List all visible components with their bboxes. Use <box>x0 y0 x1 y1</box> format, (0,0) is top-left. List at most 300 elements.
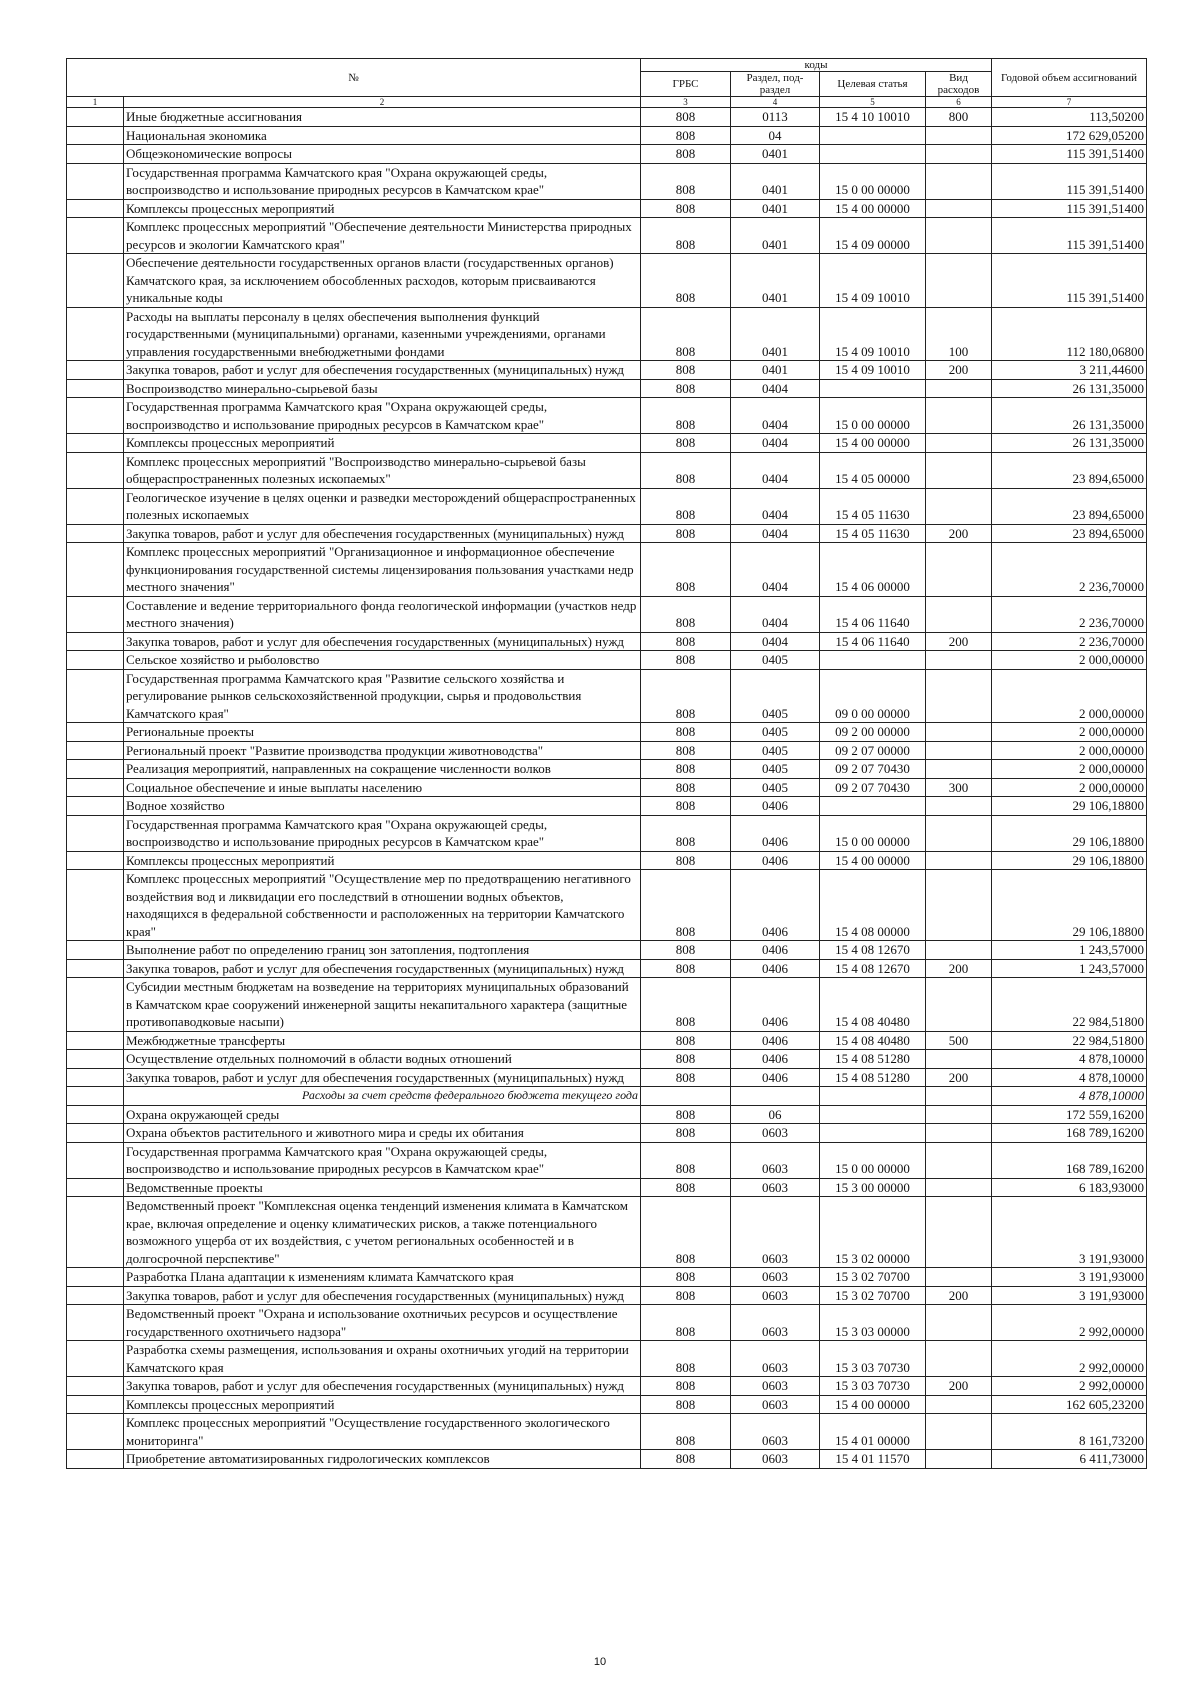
row-section-cell: 0404 <box>731 524 820 543</box>
row-exptype-cell <box>926 815 992 851</box>
table-row <box>67 1305 1147 1341</box>
table-row <box>67 379 1147 398</box>
row-exptype-cell <box>926 254 992 308</box>
row-grbs-cell: 808 <box>641 307 731 361</box>
row-num-cell <box>67 959 124 978</box>
row-section-cell: 0405 <box>731 669 820 723</box>
table-row <box>67 488 1147 524</box>
row-name-cell: Общеэкономические вопросы <box>124 145 641 164</box>
row-amount-cell: 29 106,18800 <box>992 815 1147 851</box>
row-target-cell: 15 3 00 00000 <box>820 1178 926 1197</box>
colnum-3: 3 <box>641 97 731 108</box>
row-amount-cell: 113,50200 <box>992 108 1147 127</box>
row-amount-cell: 3 191,93000 <box>992 1197 1147 1268</box>
row-amount-cell: 115 391,51400 <box>992 163 1147 199</box>
row-num-cell <box>67 398 124 434</box>
row-name-cell: Ведомственные проекты <box>124 1178 641 1197</box>
table-row <box>67 870 1147 941</box>
table-row <box>67 1377 1147 1396</box>
row-num-cell <box>67 1142 124 1178</box>
row-name-cell: Комплекс процессных мероприятий "Осуществление государственного экологического мониторинга" <box>124 1414 641 1450</box>
row-amount-cell: 4 878,10000 <box>992 1050 1147 1069</box>
row-target-cell: 15 4 00 00000 <box>820 1395 926 1414</box>
row-num-cell <box>67 941 124 960</box>
row-grbs-cell: 808 <box>641 941 731 960</box>
row-amount-cell: 168 789,16200 <box>992 1142 1147 1178</box>
row-section-cell: 0401 <box>731 163 820 199</box>
row-grbs-cell: 808 <box>641 596 731 632</box>
row-name-cell: Ведомственный проект "Охрана и использование охотничьих ресурсов и осуществление государственного охотничьего надзора" <box>124 1305 641 1341</box>
row-name-cell: Закупка товаров, работ и услуг для обеспечения государственных (муниципальных) нужд <box>124 1068 641 1087</box>
row-target-cell: 09 2 07 00000 <box>820 741 926 760</box>
row-section-cell: 0404 <box>731 434 820 453</box>
table-row <box>67 361 1147 380</box>
row-num-cell <box>67 1178 124 1197</box>
row-grbs-cell: 808 <box>641 632 731 651</box>
row-target-cell: 15 0 00 00000 <box>820 815 926 851</box>
row-section-cell: 0406 <box>731 1068 820 1087</box>
row-grbs-cell: 808 <box>641 870 731 941</box>
row-section-cell: 0405 <box>731 741 820 760</box>
row-target-cell: 15 4 08 40480 <box>820 1031 926 1050</box>
row-grbs-cell: 808 <box>641 1178 731 1197</box>
row-amount-cell: 115 391,51400 <box>992 254 1147 308</box>
row-section-cell: 0401 <box>731 254 820 308</box>
row-exptype-cell <box>926 145 992 164</box>
table-row <box>67 254 1147 308</box>
row-section-cell: 0603 <box>731 1124 820 1143</box>
table-row <box>67 669 1147 723</box>
row-target-cell: 15 4 08 12670 <box>820 941 926 960</box>
row-section-cell: 0603 <box>731 1450 820 1469</box>
row-name-cell: Водное хозяйство <box>124 797 641 816</box>
row-exptype-cell <box>926 1178 992 1197</box>
row-amount-cell: 115 391,51400 <box>992 199 1147 218</box>
row-num-cell <box>67 1087 124 1106</box>
row-amount-cell: 2 236,70000 <box>992 596 1147 632</box>
row-num-cell <box>67 870 124 941</box>
row-target-cell: 15 4 00 00000 <box>820 851 926 870</box>
row-name-cell: Закупка товаров, работ и услуг для обеспечения государственных (муниципальных) нужд <box>124 361 641 380</box>
colnum-4: 4 <box>731 97 820 108</box>
row-grbs-cell: 808 <box>641 218 731 254</box>
row-num-cell <box>67 651 124 670</box>
row-amount-cell: 26 131,35000 <box>992 379 1147 398</box>
row-num-cell <box>67 218 124 254</box>
row-target-cell: 15 4 01 00000 <box>820 1414 926 1450</box>
row-amount-cell: 2 992,00000 <box>992 1305 1147 1341</box>
row-name-cell: Осуществление отдельных полномочий в области водных отношений <box>124 1050 641 1069</box>
row-name-cell: Государственная программа Камчатского края "Охрана окружающей среды, воспроизводство и использование природных ресурсов в Камчатском крае" <box>124 398 641 434</box>
row-num-cell <box>67 1305 124 1341</box>
row-exptype-cell <box>926 1197 992 1268</box>
row-grbs-cell: 808 <box>641 978 731 1032</box>
row-name-cell: Реализация мероприятий, направленных на сокращение численности волков <box>124 760 641 779</box>
header-amount: Годовой объем ассигнований <box>992 59 1147 97</box>
row-num-cell <box>67 163 124 199</box>
table-header <box>67 59 1147 108</box>
table-row <box>67 1068 1147 1087</box>
table-row <box>67 1031 1147 1050</box>
row-section-cell: 0603 <box>731 1178 820 1197</box>
row-exptype-cell: 200 <box>926 361 992 380</box>
table-row <box>67 524 1147 543</box>
row-exptype-cell <box>926 452 992 488</box>
table-row <box>67 1087 1147 1106</box>
row-amount-cell: 2 000,00000 <box>992 669 1147 723</box>
row-name-cell: Комплекс процессных мероприятий "Осуществление мер по предотвращению негативного воздействия вод и ликвидации его последствий в отношении водных объектов, находящихся в федеральной собственности и расположенных на территории Камчатского края" <box>124 870 641 941</box>
row-name-cell: Воспроизводство минерально-сырьевой базы <box>124 379 641 398</box>
row-target-cell: 15 4 09 10010 <box>820 307 926 361</box>
header-exptype: Вид расходов <box>926 72 992 97</box>
table-row <box>67 632 1147 651</box>
row-exptype-cell <box>926 218 992 254</box>
row-grbs-cell: 808 <box>641 488 731 524</box>
row-grbs-cell: 808 <box>641 254 731 308</box>
row-exptype-cell <box>926 978 992 1032</box>
row-amount-cell: 22 984,51800 <box>992 978 1147 1032</box>
row-section-cell: 0406 <box>731 941 820 960</box>
row-target-cell <box>820 145 926 164</box>
row-name-cell: Закупка товаров, работ и услуг для обеспечения государственных (муниципальных) нужд <box>124 959 641 978</box>
row-section-cell: 0405 <box>731 651 820 670</box>
row-grbs-cell: 808 <box>641 1105 731 1124</box>
row-section-cell: 04 <box>731 126 820 145</box>
row-target-cell: 15 3 02 70700 <box>820 1268 926 1287</box>
row-section-cell: 0406 <box>731 1050 820 1069</box>
row-exptype-cell <box>926 126 992 145</box>
row-name-cell: Социальное обеспечение и иные выплаты населению <box>124 778 641 797</box>
row-target-cell: 09 0 00 00000 <box>820 669 926 723</box>
row-grbs-cell: 808 <box>641 1450 731 1469</box>
row-target-cell <box>820 797 926 816</box>
row-grbs-cell <box>641 1087 731 1106</box>
row-exptype-cell <box>926 741 992 760</box>
row-name-cell: Комплекс процессных мероприятий "Обеспечение деятельности Министерства природных ресурсов и экологии Камчатского края" <box>124 218 641 254</box>
table-row <box>67 307 1147 361</box>
row-section-cell: 0405 <box>731 723 820 742</box>
row-section-cell: 0401 <box>731 307 820 361</box>
row-num-cell <box>67 632 124 651</box>
row-target-cell: 15 4 06 11640 <box>820 596 926 632</box>
row-exptype-cell <box>926 1395 992 1414</box>
row-num-cell <box>67 1395 124 1414</box>
table-row <box>67 978 1147 1032</box>
row-section-cell: 0406 <box>731 851 820 870</box>
row-exptype-cell <box>926 163 992 199</box>
row-exptype-cell <box>926 1414 992 1450</box>
row-name-cell: Закупка товаров, работ и услуг для обеспечения государственных (муниципальных) нужд <box>124 632 641 651</box>
row-section-cell: 0401 <box>731 199 820 218</box>
row-grbs-cell: 808 <box>641 1068 731 1087</box>
row-name-cell: Комплексы процессных мероприятий <box>124 199 641 218</box>
table-row <box>67 760 1147 779</box>
header-num: № <box>67 59 641 97</box>
row-exptype-cell <box>926 1050 992 1069</box>
row-section-cell: 0406 <box>731 797 820 816</box>
row-grbs-cell: 808 <box>641 1377 731 1396</box>
table-row <box>67 596 1147 632</box>
row-amount-cell: 23 894,65000 <box>992 524 1147 543</box>
row-target-cell: 15 3 02 00000 <box>820 1197 926 1268</box>
row-name-cell: Комплекс процессных мероприятий "Организационное и информационное обеспечение функционирования государственной системы лицензирования пользования участками недр местного значения" <box>124 543 641 597</box>
row-target-cell: 15 4 00 00000 <box>820 199 926 218</box>
budget-table-sheet <box>66 58 1146 1469</box>
row-amount-cell: 2 000,00000 <box>992 651 1147 670</box>
row-exptype-cell <box>926 543 992 597</box>
row-section-cell: 0404 <box>731 543 820 597</box>
row-section-cell: 0401 <box>731 361 820 380</box>
row-grbs-cell: 808 <box>641 1341 731 1377</box>
row-exptype-cell <box>926 596 992 632</box>
row-amount-cell: 23 894,65000 <box>992 452 1147 488</box>
row-num-cell <box>67 524 124 543</box>
row-name-cell: Обеспечение деятельности государственных органов власти (государственных органов) Камчатского края, за исключением обособленных расходов, которым присваиваются уникальные коды <box>124 254 641 308</box>
row-amount-cell: 29 106,18800 <box>992 797 1147 816</box>
row-grbs-cell: 808 <box>641 797 731 816</box>
row-amount-cell: 2 000,00000 <box>992 778 1147 797</box>
row-amount-cell: 29 106,18800 <box>992 851 1147 870</box>
row-num-cell <box>67 254 124 308</box>
row-name-cell: Субсидии местным бюджетам на возведение на территориях муниципальных образований в Камчатском крае сооружений инженерной защиты некапитального характера (защитные противопаводковые насыпи) <box>124 978 641 1032</box>
row-target-cell <box>820 1124 926 1143</box>
row-amount-cell: 26 131,35000 <box>992 434 1147 453</box>
row-name-cell: Охрана окружающей среды <box>124 1105 641 1124</box>
table-row <box>67 815 1147 851</box>
row-target-cell: 15 4 05 11630 <box>820 524 926 543</box>
row-name-cell: Закупка товаров, работ и услуг для обеспечения государственных (муниципальных) нужд <box>124 524 641 543</box>
row-target-cell: 09 2 07 70430 <box>820 760 926 779</box>
header-codes: коды <box>641 59 992 72</box>
row-section-cell: 0603 <box>731 1286 820 1305</box>
row-exptype-cell: 800 <box>926 108 992 127</box>
row-exptype-cell <box>926 1105 992 1124</box>
table-row <box>67 723 1147 742</box>
row-num-cell <box>67 199 124 218</box>
colnum-7: 7 <box>992 97 1147 108</box>
row-name-cell: Иные бюджетные ассигнования <box>124 108 641 127</box>
row-grbs-cell: 808 <box>641 524 731 543</box>
row-target-cell: 15 3 02 70700 <box>820 1286 926 1305</box>
row-grbs-cell: 808 <box>641 651 731 670</box>
row-amount-cell: 172 559,16200 <box>992 1105 1147 1124</box>
row-target-cell: 15 3 03 70730 <box>820 1341 926 1377</box>
table-row <box>67 778 1147 797</box>
row-section-cell: 0406 <box>731 870 820 941</box>
row-exptype-cell <box>926 1450 992 1469</box>
row-section-cell: 0405 <box>731 760 820 779</box>
table-row <box>67 1414 1147 1450</box>
row-amount-cell: 8 161,73200 <box>992 1414 1147 1450</box>
row-grbs-cell: 808 <box>641 815 731 851</box>
row-section-cell: 0603 <box>731 1395 820 1414</box>
row-grbs-cell: 808 <box>641 1395 731 1414</box>
table-row <box>67 434 1147 453</box>
row-exptype-cell <box>926 1087 992 1106</box>
row-section-cell: 0603 <box>731 1305 820 1341</box>
row-amount-cell: 4 878,10000 <box>992 1068 1147 1087</box>
row-name-cell: Государственная программа Камчатского края "Охрана окружающей среды, воспроизводство и использование природных ресурсов в Камчатском крае" <box>124 1142 641 1178</box>
row-name-cell: Геологическое изучение в целях оценки и разведки месторождений общераспространенных полезных ископаемых <box>124 488 641 524</box>
row-name-cell: Национальная экономика <box>124 126 641 145</box>
row-exptype-cell <box>926 199 992 218</box>
row-exptype-cell <box>926 398 992 434</box>
row-target-cell: 15 4 08 51280 <box>820 1068 926 1087</box>
row-amount-cell: 2 236,70000 <box>992 632 1147 651</box>
row-target-cell: 15 4 05 11630 <box>820 488 926 524</box>
row-exptype-cell: 300 <box>926 778 992 797</box>
row-section-cell: 0603 <box>731 1377 820 1396</box>
row-amount-cell: 2 000,00000 <box>992 741 1147 760</box>
row-amount-cell: 115 391,51400 <box>992 218 1147 254</box>
row-section-cell: 0404 <box>731 379 820 398</box>
row-target-cell: 15 0 00 00000 <box>820 1142 926 1178</box>
row-section-cell: 0603 <box>731 1414 820 1450</box>
table-row <box>67 218 1147 254</box>
table-row <box>67 199 1147 218</box>
row-num-cell <box>67 434 124 453</box>
row-target-cell <box>820 379 926 398</box>
row-num-cell <box>67 741 124 760</box>
row-target-cell: 09 2 07 70430 <box>820 778 926 797</box>
row-num-cell <box>67 1286 124 1305</box>
row-amount-cell: 3 211,44600 <box>992 361 1147 380</box>
row-name-cell: Региональный проект "Развитие производства продукции животноводства" <box>124 741 641 760</box>
row-target-cell: 15 4 06 11640 <box>820 632 926 651</box>
row-num-cell <box>67 778 124 797</box>
row-num-cell <box>67 543 124 597</box>
row-section-cell: 0603 <box>731 1197 820 1268</box>
row-name-cell: Расходы за счет средств федерального бюджета текущего года <box>124 1087 641 1106</box>
table-row <box>67 741 1147 760</box>
row-name-cell: Комплексы процессных мероприятий <box>124 434 641 453</box>
row-amount-cell: 2 236,70000 <box>992 543 1147 597</box>
table-row <box>67 651 1147 670</box>
row-target-cell: 15 4 08 40480 <box>820 978 926 1032</box>
row-amount-cell: 23 894,65000 <box>992 488 1147 524</box>
row-target-cell: 09 2 00 00000 <box>820 723 926 742</box>
row-exptype-cell <box>926 851 992 870</box>
row-num-cell <box>67 1105 124 1124</box>
row-num-cell <box>67 669 124 723</box>
page-number: 10 <box>593 1656 607 1668</box>
row-grbs-cell: 808 <box>641 669 731 723</box>
row-section-cell: 0113 <box>731 108 820 127</box>
table-row <box>67 398 1147 434</box>
row-num-cell <box>67 452 124 488</box>
row-amount-cell: 1 243,57000 <box>992 941 1147 960</box>
row-name-cell: Приобретение автоматизированных гидрологических комплексов <box>124 1450 641 1469</box>
table-row <box>67 1450 1147 1469</box>
row-target-cell: 15 3 03 70730 <box>820 1377 926 1396</box>
table-row <box>67 1341 1147 1377</box>
row-section-cell: 0401 <box>731 145 820 164</box>
row-grbs-cell: 808 <box>641 361 731 380</box>
header-target: Целевая статья <box>820 72 926 97</box>
table-row <box>67 1124 1147 1143</box>
row-name-cell: Разработка схемы размещения, использования и охраны охотничьих угодий на территории Камчатского края <box>124 1341 641 1377</box>
row-section-cell <box>731 1087 820 1106</box>
row-section-cell: 0406 <box>731 978 820 1032</box>
row-exptype-cell <box>926 1341 992 1377</box>
row-target-cell: 15 4 06 00000 <box>820 543 926 597</box>
row-amount-cell: 4 878,10000 <box>992 1087 1147 1106</box>
row-exptype-cell <box>926 941 992 960</box>
row-exptype-cell <box>926 723 992 742</box>
row-name-cell: Государственная программа Камчатского края "Охрана окружающей среды, воспроизводство и использование природных ресурсов в Камчатском крае" <box>124 815 641 851</box>
colnum-5: 5 <box>820 97 926 108</box>
row-num-cell <box>67 108 124 127</box>
row-grbs-cell: 808 <box>641 851 731 870</box>
row-section-cell: 0405 <box>731 778 820 797</box>
table-row <box>67 797 1147 816</box>
row-num-cell <box>67 851 124 870</box>
table-row <box>67 1105 1147 1124</box>
row-amount-cell: 2 992,00000 <box>992 1377 1147 1396</box>
row-num-cell <box>67 1341 124 1377</box>
row-grbs-cell: 808 <box>641 1050 731 1069</box>
row-target-cell: 15 4 10 10010 <box>820 108 926 127</box>
colnum-1: 1 <box>67 97 124 108</box>
row-grbs-cell: 808 <box>641 1124 731 1143</box>
row-num-cell <box>67 1031 124 1050</box>
row-grbs-cell: 808 <box>641 1031 731 1050</box>
table-row <box>67 1178 1147 1197</box>
row-name-cell: Выполнение работ по определению границ зон затопления, подтопления <box>124 941 641 960</box>
row-exptype-cell: 200 <box>926 1068 992 1087</box>
row-amount-cell: 29 106,18800 <box>992 870 1147 941</box>
row-target-cell: 15 4 00 00000 <box>820 434 926 453</box>
row-exptype-cell: 500 <box>926 1031 992 1050</box>
row-target-cell: 15 4 01 11570 <box>820 1450 926 1469</box>
row-num-cell <box>67 723 124 742</box>
row-name-cell: Комплекс процессных мероприятий "Воспроизводство минерально-сырьевой базы общераспространенных полезных ископаемых" <box>124 452 641 488</box>
row-name-cell: Комплексы процессных мероприятий <box>124 1395 641 1414</box>
table-row <box>67 851 1147 870</box>
row-name-cell: Расходы на выплаты персоналу в целях обеспечения выполнения функций государственными (муниципальными) органами, казенными учреждениями, органами управления государственными внебюджетными фондами <box>124 307 641 361</box>
row-section-cell: 0401 <box>731 218 820 254</box>
row-grbs-cell: 808 <box>641 959 731 978</box>
row-grbs-cell: 808 <box>641 163 731 199</box>
row-amount-cell: 22 984,51800 <box>992 1031 1147 1050</box>
row-num-cell <box>67 1050 124 1069</box>
row-num-cell <box>67 1450 124 1469</box>
row-exptype-cell <box>926 379 992 398</box>
row-name-cell: Государственная программа Камчатского края "Охрана окружающей среды, воспроизводство и использование природных ресурсов в Камчатском крае" <box>124 163 641 199</box>
row-amount-cell: 2 000,00000 <box>992 760 1147 779</box>
row-grbs-cell: 808 <box>641 145 731 164</box>
row-target-cell: 15 4 05 00000 <box>820 452 926 488</box>
table-body <box>67 108 1147 1469</box>
row-section-cell: 0406 <box>731 815 820 851</box>
row-num-cell <box>67 1414 124 1450</box>
row-exptype-cell: 200 <box>926 524 992 543</box>
row-grbs-cell: 808 <box>641 434 731 453</box>
budget-table <box>66 58 1147 1469</box>
row-name-cell: Комплексы процессных мероприятий <box>124 851 641 870</box>
row-grbs-cell: 808 <box>641 1286 731 1305</box>
row-num-cell <box>67 145 124 164</box>
row-num-cell <box>67 361 124 380</box>
row-target-cell: 15 4 08 12670 <box>820 959 926 978</box>
row-name-cell: Межбюджетные трансферты <box>124 1031 641 1050</box>
table-row <box>67 108 1147 127</box>
row-exptype-cell: 200 <box>926 1286 992 1305</box>
row-name-cell: Сельское хозяйство и рыболовство <box>124 651 641 670</box>
row-amount-cell: 26 131,35000 <box>992 398 1147 434</box>
table-row <box>67 126 1147 145</box>
row-name-cell: Составление и ведение территориального фонда геологической информации (участков недр местного значения) <box>124 596 641 632</box>
